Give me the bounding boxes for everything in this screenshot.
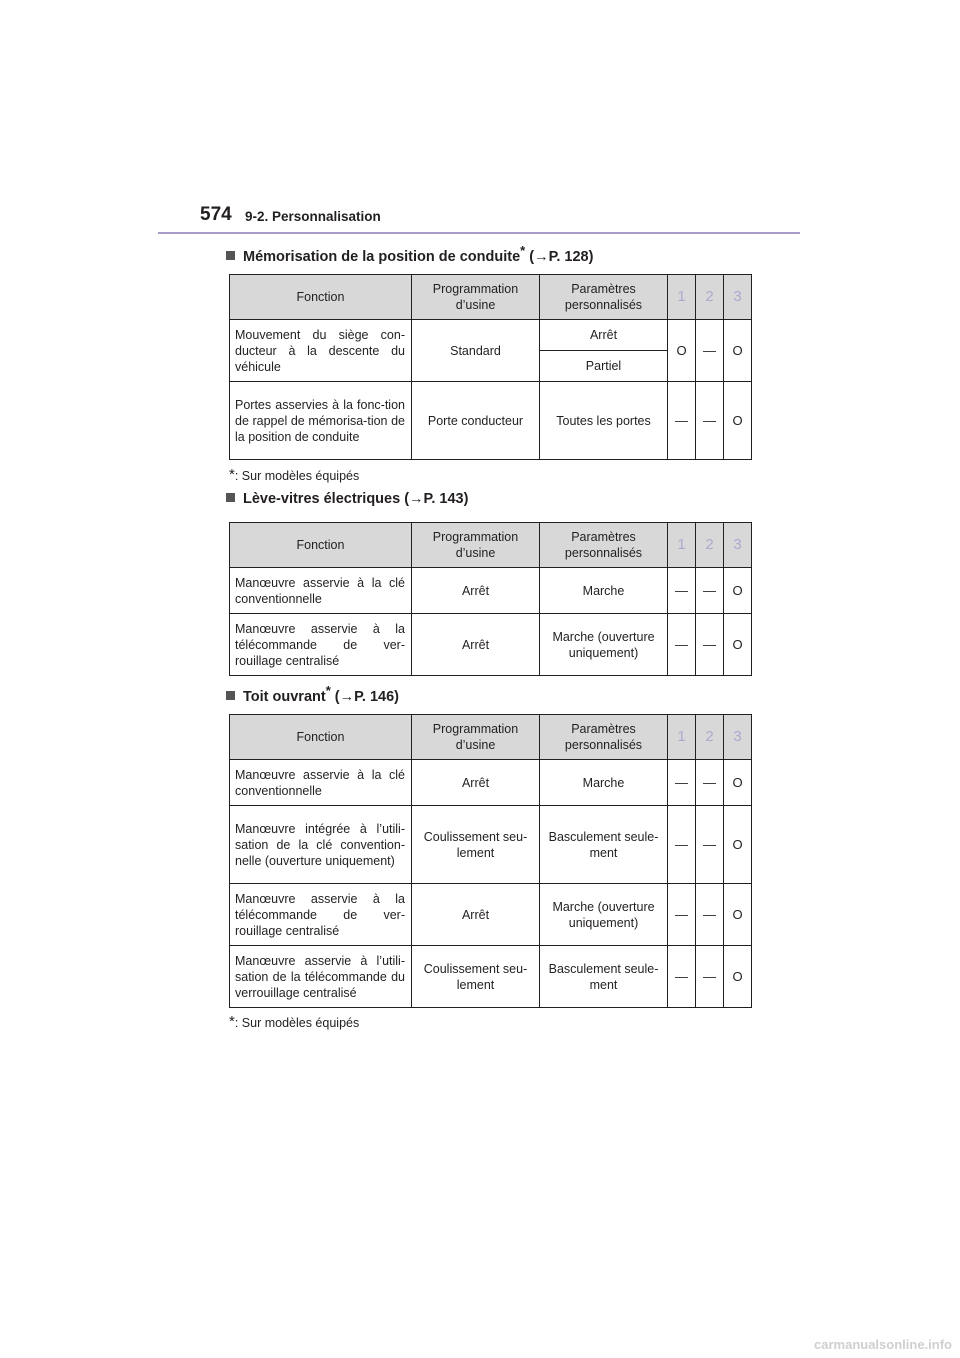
- page-header: [158, 202, 800, 234]
- header-col-3: 3: [724, 715, 752, 760]
- header-parametres: Paramètres personnalisés: [540, 275, 668, 320]
- header-col-2: 2: [696, 275, 724, 320]
- header-col-2: 2: [696, 715, 724, 760]
- table-row: Mouvement du siège con-ducteur à la descente du véhicule Standard Arrêt O — O: [230, 320, 752, 351]
- footnote-star: *: [325, 683, 331, 698]
- header-col-1: 1: [668, 523, 696, 568]
- header-col-1: 1: [668, 715, 696, 760]
- square-bullet-icon: [226, 691, 235, 700]
- table-row: Partiel: [230, 351, 752, 382]
- table-row: Portes asservies à la fonc-tion de rappel de mémorisa-tion de la position de conduite Porte conducteur Toutes les portes — — O: [230, 382, 752, 460]
- header-programmation: Programmation d’usine: [412, 523, 540, 568]
- section-heading-leve-vitres: Lève-vitres électriques (→P. 143): [226, 491, 468, 507]
- table-row: Manœuvre asservie à la clé conventionnelle Arrêt Marche — — O: [230, 568, 752, 614]
- table-row: Manœuvre asservie à la clé conventionnelle Arrêt Marche — — O: [230, 760, 752, 806]
- page-number: 574: [200, 204, 232, 225]
- page-reference: (→P. 146): [334, 689, 400, 705]
- section-heading-toit-ouvrant: Toit ouvrant* (→P. 146): [226, 683, 399, 705]
- header-parametres: Paramètres personnalisés: [540, 523, 668, 568]
- square-bullet-icon: [226, 493, 235, 502]
- section-title: 9-2. Personnalisation: [245, 209, 381, 224]
- header-parametres: Paramètres personnalisés: [540, 715, 668, 760]
- header-col-2: 2: [696, 523, 724, 568]
- header-fonction: Fonction: [230, 523, 412, 568]
- table-toit-ouvrant: [229, 714, 752, 1008]
- square-bullet-icon: [226, 251, 235, 260]
- footnote: *: Sur modèles équipés: [229, 1013, 360, 1030]
- table-row: Manœuvre intégrée à l’utili-sation de la clé convention-nelle (ouverture uniquement) Coulissement seu-lement Basculement seule-ment — — O: [230, 806, 752, 884]
- footnote-star: *: [520, 243, 526, 258]
- table-header-row: [230, 275, 752, 320]
- table-row: Manœuvre asservie à l’utili-sation de la télécommande du verrouillage centralisé Coulissement seu-lement Basculement seule-ment — — O: [230, 946, 752, 1008]
- header-col-3: 3: [724, 275, 752, 320]
- table-row: Manœuvre asservie à la télécommande de ver-rouillage centralisé Arrêt Marche (ouverture uniquement) — — O: [230, 614, 752, 676]
- table-header-row: [230, 715, 752, 760]
- header-programmation: Programmation d’usine: [412, 715, 540, 760]
- table-memorisation: [229, 274, 752, 460]
- watermark-text: carmanualsonline.info: [814, 1337, 952, 1352]
- section-heading-memorisation: Mémorisation de la position de conduite* (→P. 128): [226, 243, 593, 265]
- header-fonction: Fonction: [230, 275, 412, 320]
- header-fonction: Fonction: [230, 715, 412, 760]
- header-rule: [158, 232, 800, 234]
- table-header-row: [230, 523, 752, 568]
- table-row: Manœuvre asservie à la télécommande de ver-rouillage centralisé Arrêt Marche (ouverture uniquement) — — O: [230, 884, 752, 946]
- page-reference: (→P. 143): [404, 491, 469, 507]
- header-programmation: Programmation d’usine: [412, 275, 540, 320]
- footnote: *: Sur modèles équipés: [229, 466, 360, 483]
- page-reference: (→P. 128): [529, 249, 594, 265]
- table-leve-vitres: [229, 522, 752, 676]
- header-col-1: 1: [668, 275, 696, 320]
- header-col-3: 3: [724, 523, 752, 568]
